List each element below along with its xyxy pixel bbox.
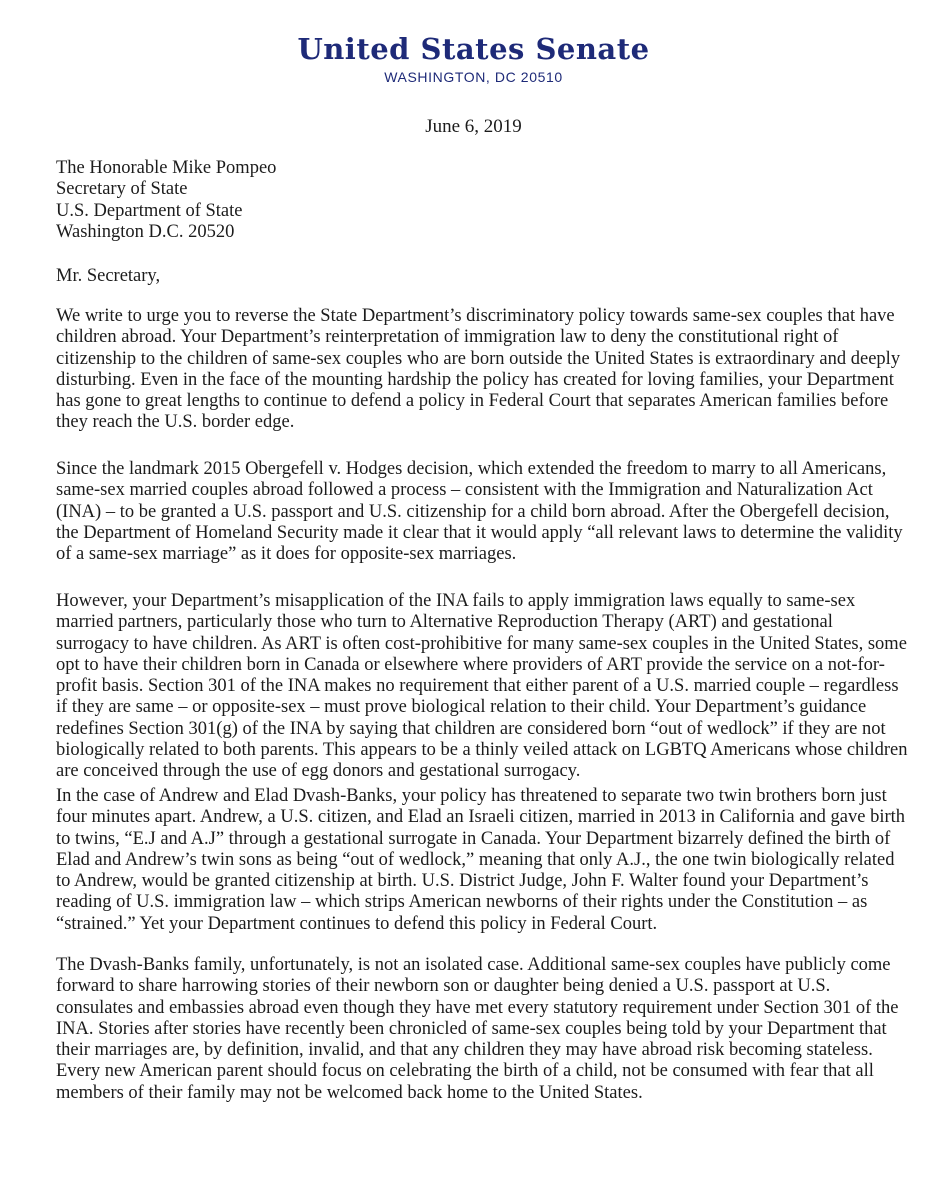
recipient-city: Washington D.C. 20520 xyxy=(56,221,235,242)
body-paragraph: We write to urge you to reverse the State Department’s discriminatory policy towards same-sex couples that have children abroad. Your Department’s reinterpretation of immigration law to deny the constitutional right of citizenship to the children of same-sex couples who are born outside the United States is extraordinary and deeply disturbing. Even in the face of the mounting hardship the policy has created for loving families, your Department has gone to great lengths to continue to defend a policy in Federal Court that separates American families before they reach the U.S. border edge. xyxy=(56,306,901,433)
letterhead-title: United States Senate xyxy=(297,32,650,66)
recipient-title: Secretary of State xyxy=(56,179,188,200)
letterhead xyxy=(0,32,927,86)
body-paragraph: In the case of Andrew and Elad Dvash-Banks, your policy has threatened to separate two twin brothers born just four minutes apart. Andrew, a U.S. citizen, and Elad an Israeli citizen, married in 2013 in California and gave birth to twins, “E.J and A.J” through a gestational surrogate in Canada. Your Department bizarrely defined the birth of Elad and Andrew’s twin sons as being “out of wedlock,” meaning that only A.J., the one twin biologically related to Andrew, would be granted citizenship at birth. U.S. District Judge, John F. Walter found your Department’s reading of U.S. immigration law – which strips American newborns of their rights under the Constitution – as “strained.” Yet your Department continues to defend this policy in Federal Court. xyxy=(56,786,906,934)
salutation: Mr. Secretary, xyxy=(56,266,161,286)
body-paragraph: Since the landmark 2015 Obergefell v. Hodges decision, which extended the freedom to marry to all Americans, same-sex married couples abroad followed a process – consistent with the Immigration and Naturalization Act (INA) – to be granted a U.S. passport and U.S. citizenship for a child born abroad. After the Obergefell decision, the Department of Homeland Security made it clear that it would apply “all relevant laws to determine the validity of a same-sex marriage” as it does for opposite-sex marriages. xyxy=(56,459,903,565)
recipient-address-block xyxy=(56,158,908,243)
recipient-name: The Honorable Mike Pompeo xyxy=(56,158,277,178)
letterhead-address: WASHINGTON, DC 20510 xyxy=(384,69,563,85)
body-paragraph: The Dvash-Banks family, unfortunately, is not an isolated case. Additional same-sex couples have publicly come forward to share harrowing stories of their newborn son or daughter being denied a U.S. passport at U.S. consulates and embassies abroad even though they have met every statutory requirement under Section 301 of the INA. Stories after stories have recently been chronicled of same-sex couples being told by your Department that their marriages are, by definition, invalid, and that any children they may have abroad risk becoming stateless. Every new American parent should focus on celebrating the birth of a child, not be consumed with fear that all members of their family may not be welcomed back home to the United States. xyxy=(56,955,899,1103)
recipient-organization: U.S. Department of State xyxy=(56,200,243,221)
body-paragraph: However, your Department’s misapplication of the INA fails to apply immigration laws equally to same-sex married partners, particularly those who turn to Alternative Reproduction Therapy (ART) and gestational surrogacy to have children. As ART is often cost-prohibitive for many same-sex couples in the United States, some opt to have their children born in Canada or elsewhere where providers of ART provide the service on a not-for-profit basis. Section 301 of the INA makes no requirement that either parent of a U.S. married couple – regardless if they are same – or opposite-sex – must prove biological relation to their child. Your Department’s guidance redefines Section 301(g) of the INA by saying that children are considered born “out of wedlock” if they are not biologically related to both parents. This appears to be a thinly veiled attack on LGBTQ Americans whose children are conceived through the use of egg donors and gestational surrogacy. xyxy=(56,591,908,782)
letter-date: June 6, 2019 xyxy=(425,116,522,137)
